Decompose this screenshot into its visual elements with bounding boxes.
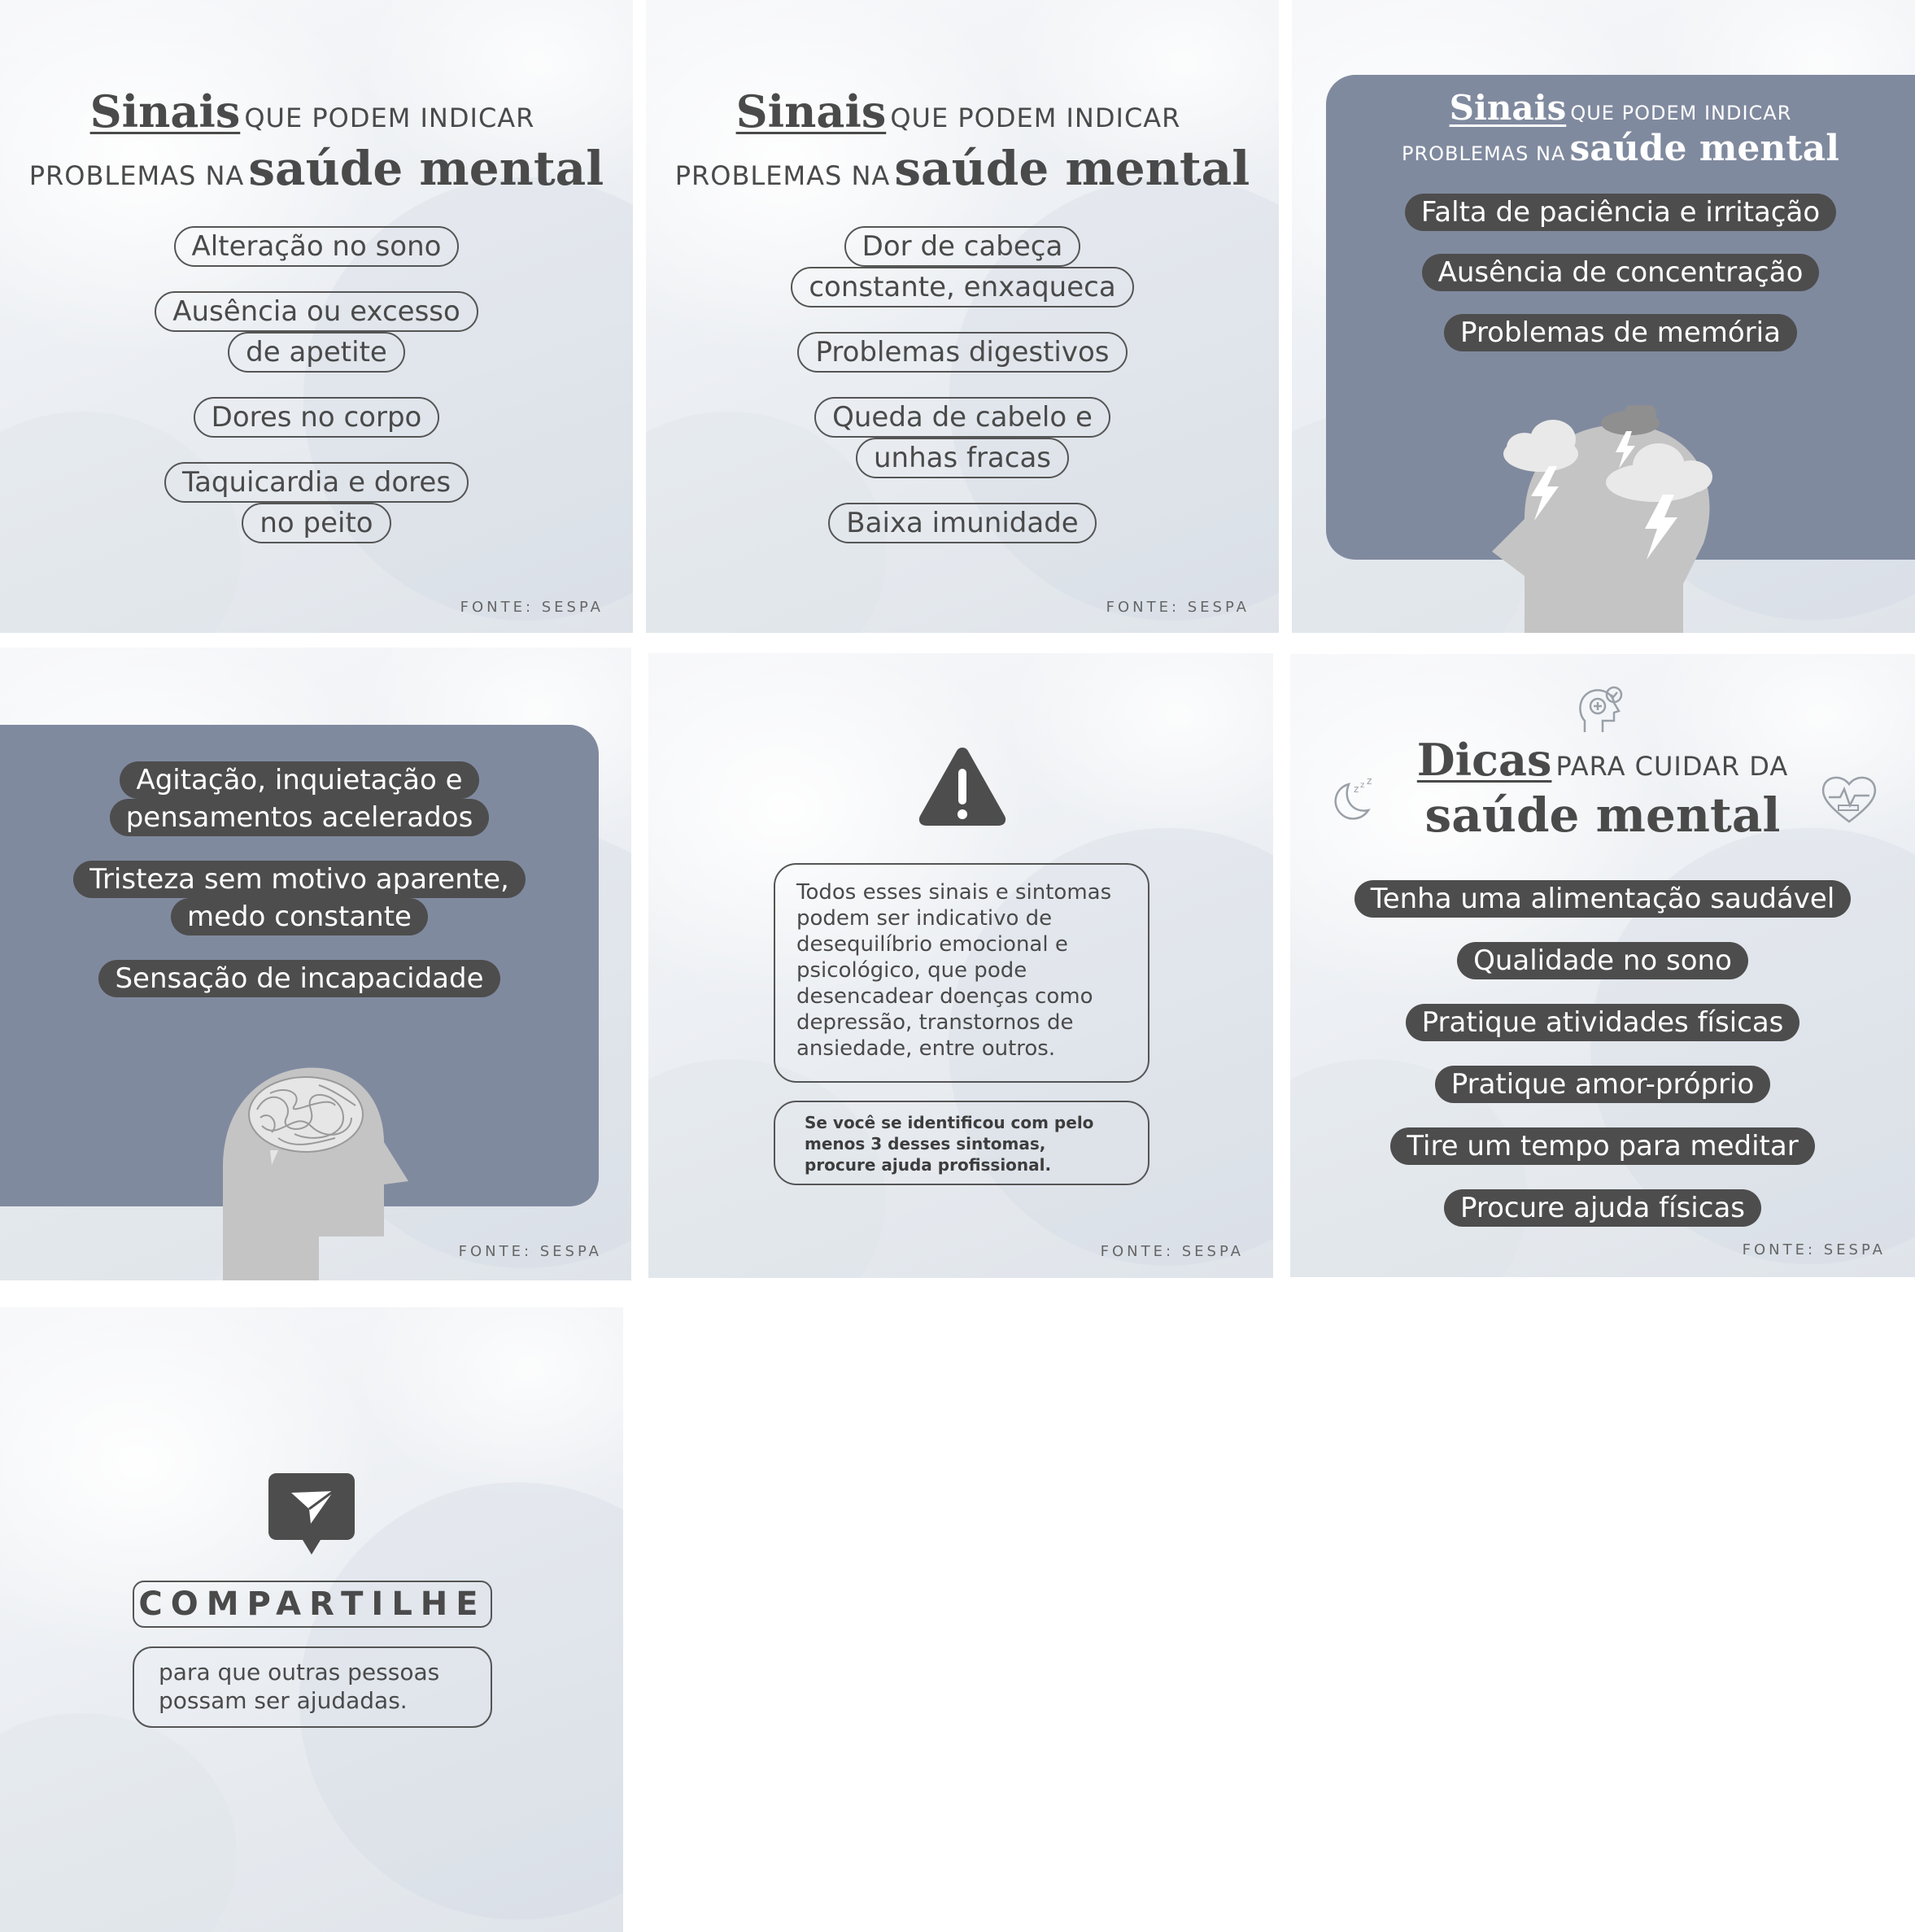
share-text: para que outras pessoas possam ser ajudadas.: [159, 1659, 440, 1714]
title-bold: saúde mental: [894, 141, 1250, 196]
symptom-list: [0, 761, 599, 997]
title-small: QUE PODEM INDICAR: [1570, 102, 1792, 124]
symptom-pill: medo constante: [171, 898, 428, 935]
cloud-icon: [1601, 405, 1660, 435]
tip-pill: Pratique amor-próprio: [1435, 1066, 1771, 1103]
share-text-box: [133, 1646, 492, 1728]
symptom-pill: Problemas de memória: [1444, 314, 1797, 351]
source-label: FONTE: SESPA: [1100, 1243, 1244, 1260]
tip-pill: Procure ajuda físicas: [1444, 1189, 1761, 1227]
title-small: PROBLEMAS NA: [674, 160, 891, 191]
tip-pill: Tenha uma alimentação saudável: [1354, 880, 1852, 918]
title-bold: saúde mental: [1424, 787, 1781, 843]
symptom-pill: Ausência de concentração: [1422, 254, 1820, 291]
info-text: Todos esses sinais e sintomas podem ser indicativo de desequilíbrio emocional e psicológico, que pode desencadear doenças como depressão, transtornos de ansiedade, entre outros.: [796, 880, 1112, 1061]
send-icon: [268, 1473, 355, 1556]
title-big: Sinais: [89, 85, 241, 137]
advice-text: Se você se identificou com pelo menos 3 desses sintomas, procure ajuda profissional.: [805, 1113, 1094, 1175]
title-small: QUE PODEM INDICAR: [890, 102, 1181, 133]
storm-head-illustration: [1492, 405, 1736, 633]
symptom-pill: Problemas digestivos: [797, 332, 1127, 373]
symptom-pill: Falta de paciência e irritação: [1405, 194, 1836, 231]
title-big: Sinais: [735, 85, 887, 137]
info-box: [774, 863, 1149, 1083]
symptom-pill: pensamentos acelerados: [110, 799, 490, 836]
symptom-pill: unhas fracas: [856, 438, 1069, 478]
symptom-list: [1326, 194, 1915, 351]
share-title-box: [133, 1581, 492, 1628]
card-signs-3: [1292, 0, 1915, 633]
symptom-pill: Dor de cabeça: [844, 226, 1081, 267]
symptom-pill: Alteração no sono: [174, 226, 460, 267]
card-title: [1326, 88, 1915, 169]
card-signs-1: [0, 0, 633, 633]
symptom-pill: Queda de cabelo e: [814, 397, 1110, 438]
symptom-list: [646, 226, 1279, 543]
card-share: [0, 1307, 623, 1932]
symptom-pill: de apetite: [228, 332, 405, 373]
title-big: Sinais: [1449, 88, 1567, 128]
brain-head-illustration: [221, 1061, 417, 1280]
card-title: [1290, 734, 1915, 843]
symptom-pill: Sensação de incapacidade: [98, 960, 499, 997]
symptom-pill: Taquicardia e dores: [164, 462, 469, 503]
head-health-icon: [1575, 685, 1625, 735]
svg-text:z: z: [1354, 783, 1359, 795]
card-tips: [1290, 654, 1915, 1277]
tip-pill: Pratique atividades físicas: [1406, 1004, 1800, 1041]
symptom-pill: Dores no corpo: [194, 397, 440, 438]
tip-pill: Qualidade no sono: [1457, 942, 1748, 979]
svg-text:z: z: [1367, 776, 1372, 787]
title-small: PROBLEMAS NA: [1402, 142, 1566, 165]
symptom-pill: Tristeza sem motivo aparente,: [73, 861, 526, 898]
title-bold: saúde mental: [248, 141, 604, 196]
symptom-list: [0, 226, 633, 543]
title-small: QUE PODEM INDICAR: [244, 102, 535, 133]
tips-list: [1290, 880, 1915, 1227]
svg-text:z: z: [1360, 781, 1365, 790]
source-label: FONTE: SESPA: [1742, 1241, 1886, 1258]
title-big: Dicas: [1416, 734, 1552, 786]
source-label: FONTE: SESPA: [460, 599, 604, 616]
card-title: [646, 85, 1279, 196]
tip-pill: Tire um tempo para meditar: [1390, 1127, 1814, 1165]
card-signs-4: [0, 648, 631, 1280]
card-title: [0, 85, 633, 196]
title-bold: saúde mental: [1569, 128, 1839, 169]
source-label: FONTE: SESPA: [458, 1243, 602, 1260]
cloud-icon: [1503, 420, 1578, 472]
warning-icon: [917, 744, 1008, 827]
symptom-pill: Baixa imunidade: [828, 503, 1096, 543]
symptom-pill: Agitação, inquietação e: [120, 761, 478, 799]
share-title: COMPARTILHE: [138, 1585, 486, 1623]
symptom-pill: Ausência ou excesso: [155, 291, 478, 332]
title-small: PARA CUIDAR DA: [1555, 751, 1789, 782]
advice-box: [774, 1101, 1149, 1185]
source-label: FONTE: SESPA: [1106, 599, 1250, 616]
symptom-pill: no peito: [242, 503, 390, 543]
title-small: PROBLEMAS NA: [28, 160, 245, 191]
symptom-pill: constante, enxaqueca: [791, 267, 1133, 307]
card-warning: [648, 653, 1273, 1278]
card-signs-2: [646, 0, 1279, 633]
brain-icon: [249, 1077, 363, 1152]
